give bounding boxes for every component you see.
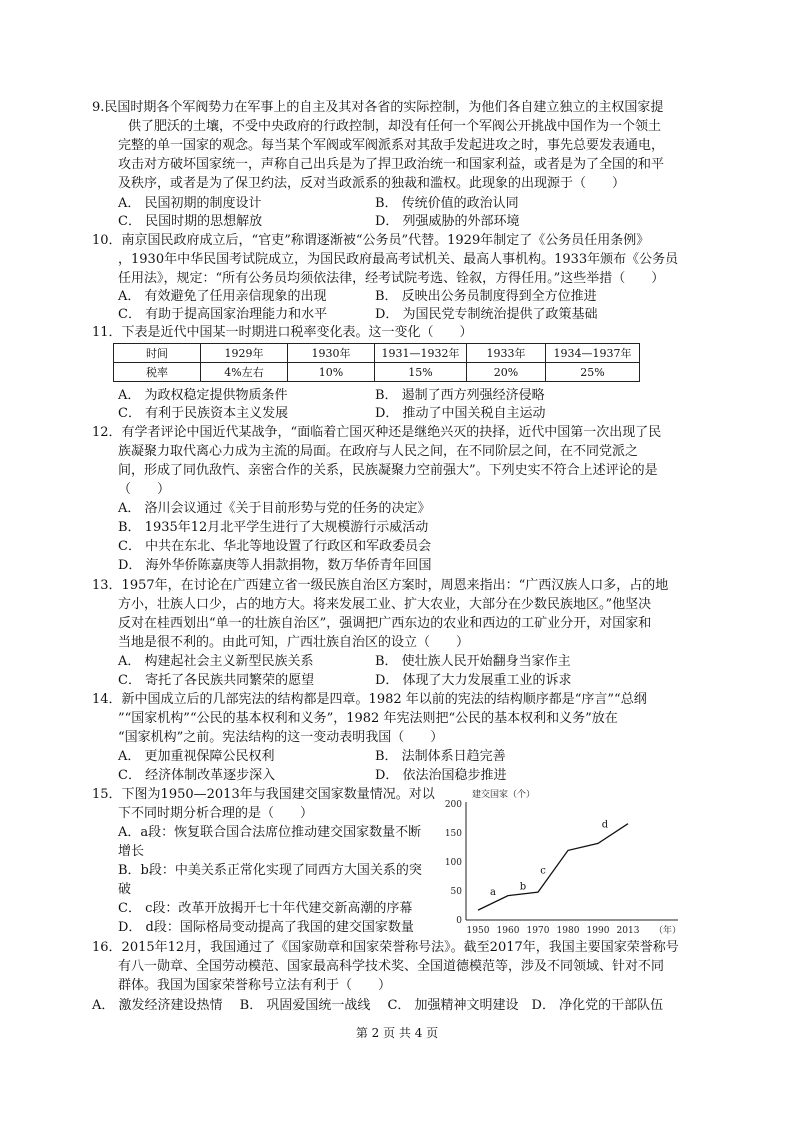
- page-footer: 第 2 页 共 4 页: [355, 1026, 439, 1040]
- table-cell: 4%左右: [201, 363, 288, 382]
- table-cell: 税率: [114, 363, 201, 382]
- q14-option-d: D． 依法治国稳步推进: [375, 768, 507, 783]
- x-tick-label: 1990: [586, 926, 610, 936]
- q13-line-2: 方小，壮族人口少，占的地方大。将来发展工业、扩大农业，大部分在少数民族地区。”他坚决: [118, 597, 652, 612]
- q15-option-d: D． d段：国际格局变动提高了我国的建交国家数量: [118, 920, 414, 935]
- table-row: [114, 344, 640, 363]
- table-cell: 25%: [546, 363, 640, 382]
- q12-line-4: （ ）: [118, 482, 171, 497]
- q11-line-1: 11．下表是近代中国某一时期进口税率变化表。这一变化（ ）: [92, 325, 473, 340]
- q14-option-b: B． 法制体系日趋完善: [375, 749, 506, 764]
- diplomatic-relations-chart: [440, 786, 690, 936]
- q14-line-2: ”“国家机构”“公民的基本权利和义务”，1982 年宪法则把“公民的基本权利和义务”放在: [118, 711, 618, 726]
- table-cell: 10%: [288, 363, 375, 382]
- series-line: [478, 824, 628, 910]
- q9-option-d: D． 列强威胁的外部环境: [375, 214, 520, 229]
- table-row: [114, 363, 640, 382]
- table-cell: 1934—1937年: [546, 344, 640, 363]
- q13-line-1: 13．1957年，在讨论在广西建立省一级民族自治区方案时，周恩来指出：“广西汉族人口多，占的地: [92, 578, 669, 593]
- q10-option-b: B． 反映出公务员制度得到全方位推进: [375, 289, 597, 304]
- q11-option-b: B． 遏制了西方列强经济侵略: [375, 388, 545, 403]
- q10-option-d: D． 为国民党专制统治提供了政策基础: [375, 307, 598, 322]
- segment-label: b: [519, 881, 527, 893]
- q16-line-2: 有八一勋章、全国劳动模范、国家最高科学技术奖、全国道德模范等，涉及不同领域、针对不同: [118, 959, 665, 974]
- table-cell: 1933年: [467, 344, 546, 363]
- x-tick-label: 1980: [556, 926, 580, 936]
- q9-option-b: B． 传统价值的政治认同: [375, 196, 519, 211]
- q9-line-3: 完整的单一国家的观念。每当某个军阀或军阀派系对其敌手发起进攻之时，事先总要发表通电，: [118, 138, 665, 153]
- x-tick-label: 2013: [616, 926, 640, 936]
- q12-option-d: D． 海外华侨陈嘉庚等人捐款捐物，数万华侨青年回国: [118, 558, 432, 573]
- q15-option-a-cont: 增长: [118, 844, 145, 859]
- q15-option-a: A．a段：恢复联合国合法席位推动建交国家数量不断: [118, 825, 422, 840]
- q14-line-3: “国家机构”之前。宪法结构的这一变动表明我国（ ）: [118, 730, 444, 745]
- table-cell: 20%: [467, 363, 546, 382]
- q15-line-2: 下不同时期分析合理的是（ ）: [118, 806, 314, 821]
- x-tick-label: 1970: [526, 926, 550, 936]
- q10-option-a: A． 有效避免了任用亲信现象的出现: [118, 289, 327, 304]
- q9-line-5: 及秩序，或者是为了保卫约法，反对当政派系的独裁和滥权。此现象的出现源于（ ）: [118, 176, 626, 191]
- y-tick-label: 200: [444, 800, 462, 810]
- q15-option-b: B．b段：中美关系正常化实现了同西方大国关系的突: [118, 863, 422, 878]
- table-cell: 1931—1932年: [375, 344, 467, 363]
- q16-options: A． 激发经济建设热情 B． 巩固爱国统一战线 C． 加强精神文明建设 D． 净化党的干部队伍: [92, 998, 664, 1013]
- y-tick-label: 150: [444, 829, 462, 839]
- q13-option-c: C． 寄托了各民族共同繁荣的愿望: [118, 673, 315, 688]
- q12-option-b: B． 1935年12月北平学生进行了大规模游行示威活动: [118, 520, 429, 535]
- q12-option-a: A． 洛川会议通过《关于目前形势与党的任务的决定》: [118, 501, 431, 516]
- q10-line-2: ，1930年中华民国考试院成立，为国民政府最高考试机关、最高人事机构。1933年颁布《公务员: [118, 252, 679, 267]
- q12-option-c: C． 中共在东北、华北等地设置了行政区和军政委员会: [118, 539, 432, 554]
- q11-option-d: D． 推动了中国关税自主运动: [375, 406, 546, 421]
- y-tick-label: 100: [444, 858, 462, 868]
- q15-option-b-cont: 破: [118, 882, 132, 897]
- q10-option-c: C． 有助于提高国家治理能力和水平: [118, 307, 328, 322]
- table-cell: 1930年: [288, 344, 375, 363]
- q14-line-1: 14．新中国成立后的几部宪法的结构都是四章。1982 年以前的宪法的结构顺序都是“序言”“总纲: [92, 692, 647, 707]
- tariff-table: [113, 343, 640, 382]
- table-cell: 1929年: [201, 344, 288, 363]
- q13-option-d: D． 体现了大力发展重工业的诉求: [375, 673, 572, 688]
- q12-line-1: 12．有学者评论中国近代某战争，“面临着亡国灭种还是继绝兴灭的抉择，近代中国第一次出现了民: [92, 425, 662, 440]
- q9-line-2: 供了肥沃的土壤，不受中央政府的行政控制，却没有任何一个军阀公开挑战中国作为一个领土: [128, 119, 662, 134]
- q11-option-a: A． 为政权稳定提供物质条件: [118, 388, 288, 403]
- q11-option-c: C． 有利于民族资本主义发展: [118, 406, 289, 421]
- x-tick-label: 1950: [466, 926, 490, 936]
- segment-label: a: [490, 886, 496, 898]
- q13-option-a: A． 构建起社会主义新型民族关系: [118, 654, 314, 669]
- q16-line-1: 16．2015年12月，我国通过了《国家勋章和国家荣誉称号法》。截至2017年，我国主要国家荣誉称号: [92, 940, 679, 955]
- q9-option-c: C． 民国时期的思想解放: [118, 214, 263, 229]
- x-axis-label: （年）: [654, 926, 682, 936]
- y-tick-label: 50: [450, 887, 462, 897]
- q10-line-1: 10．南京国民政府成立后，“官吏”称谓逐渐被“公务员”代替。1929年制定了《公务员任用条例》: [92, 233, 650, 248]
- segment-label: d: [601, 819, 609, 831]
- q13-line-4: 当地是很不利的。由此可知，广西壮族自治区的设立（ ）: [118, 635, 470, 650]
- q15-option-c: C． c段：改革开放揭开七十年代建交新高潮的序幕: [118, 901, 413, 916]
- q12-line-2: 族凝聚力取代离心力成为主流的局面。在政府与人民之间，在不同阶层之间，在不同党派之: [118, 444, 639, 459]
- q16-line-3: 群体。我国为国家荣誉称号立法有利于（ ）: [118, 978, 392, 993]
- q14-option-a: A． 更加重视保障公民权利: [118, 749, 275, 764]
- table-cell: 时间: [114, 344, 201, 363]
- q9-line-4: 攻击对方破坏国家统一，声称自己出兵是为了捍卫政治统一和国家利益，或者是为了全国的和平: [118, 157, 665, 172]
- segment-label: c: [540, 865, 546, 877]
- q13-line-3: 反对在桂西划出“单一的壮族自治区”，强调把广西东边的农业和西边的工矿业分开，对国家和: [118, 616, 652, 631]
- table-cell: 15%: [375, 363, 467, 382]
- q13-option-b: B． 使壮族人民开始翻身当家作主: [375, 654, 571, 669]
- q12-line-3: 间，形成了同仇敌忾、亲密合作的关系，民族凝聚力空前强大”。下列史实不符合上述评论的是: [118, 463, 658, 478]
- y-axis-label: 建交国家（个）: [472, 790, 536, 800]
- x-tick-label: 1960: [496, 926, 520, 936]
- y-tick-label: 0: [456, 916, 462, 926]
- q15-line-1: 15．下图为1950—2013年与我国建交国家数量情况。对以: [92, 787, 435, 802]
- q14-option-c: C． 经济体制改革逐步深入: [118, 768, 276, 783]
- q9-line-1: 9.民国时期各个军阀势力在军事上的自主及其对各省的实际控制，为他们各自建立独立的主权国家提: [92, 100, 664, 115]
- q10-line-3: 任用法》，规定：“所有公务员均须依法律，经考试院考选、铨叙，方得任用。”这些举措（ ）: [118, 271, 665, 286]
- q9-option-a: A． 民国初期的制度设计: [118, 196, 262, 211]
